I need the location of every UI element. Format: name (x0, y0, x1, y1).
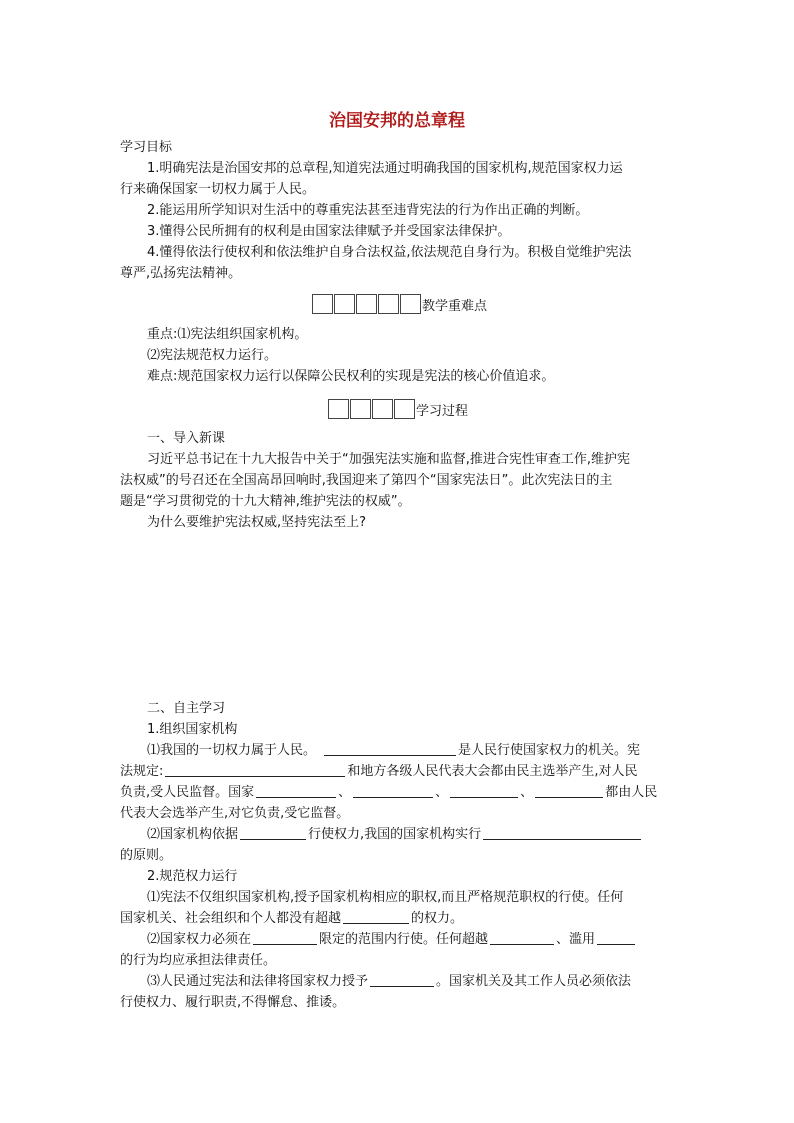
goal-3: 3.懂得公民所拥有的权利是由国家法律赋予并受国家法律保护。 (147, 224, 511, 239)
fill-line-d2: 的行为均应承担法律责任。 (120, 953, 277, 968)
text-segment: ⑶人民通过宪法和法律将国家权力授予 (147, 974, 369, 989)
fill-line-a2 (120, 762, 676, 782)
fill-line-a1 (147, 741, 676, 761)
text-segment: 。国家机关及其工作人员必须依法 (436, 974, 632, 989)
text-segment: 限定的范围内行使。任何超越 (319, 932, 489, 947)
answer-blank[interactable] (370, 972, 434, 987)
fill-line-c2 (120, 909, 676, 929)
text-segment: 都由人民 (605, 785, 658, 800)
text-segment: ⑵国家权力必须在 (147, 932, 252, 947)
topic-2-title: 2.规范权力运行 (147, 869, 238, 884)
answer-blank[interactable] (343, 909, 409, 924)
key-point-2: ⑵宪法规范权力运行。 (147, 348, 278, 363)
fill-line-e1 (147, 972, 676, 992)
intro-paragraph-line-1: 习近平总书记在十九大报告中关于“加强宪法实施和监督,推进合宪性审查工作,维护宪 (147, 452, 631, 467)
page-title: 治国安邦的总章程 (329, 111, 465, 131)
key-point-1: 重点:⑴宪法组织国家机构。 (147, 327, 308, 342)
section-2-title: 二、自主学习 (147, 701, 226, 716)
difficult-point: 难点:规范国家权力运行以保障公民权利的实现是宪法的核心价值追求。 (147, 369, 555, 384)
fill-line-e2: 行使权力、履行职责,不得懈怠、推诿。 (120, 995, 346, 1010)
process-heading-text: 学习过程 (416, 404, 469, 419)
heading-decoration-boxes (312, 294, 422, 314)
text-segment: 和地方各级人民代表大会都由民主选举产生,对人民 (347, 764, 638, 779)
text-segment: 法规定: (120, 764, 164, 779)
answer-blank[interactable] (483, 825, 641, 840)
fill-line-b2: 的原则。 (120, 848, 173, 863)
fill-line-a4: 代表大会选举产生,对它负责,受它监督。 (120, 806, 350, 821)
goal-4-line-1: 4.懂得依法行使权利和依法维护自身合法权益,依法规范自身行为。积极自觉维护宪法 (147, 245, 632, 260)
goal-4-line-2: 尊严,弘扬宪法精神。 (120, 266, 242, 281)
text-segment: 负责,受人民监督。国家 (120, 785, 255, 800)
goal-2: 2.能运用所学知识对生活中的尊重宪法甚至违背宪法的行为作出正确的判断。 (147, 203, 589, 218)
answer-blank[interactable] (256, 783, 336, 798)
intro-question: 为什么要维护宪法权威,坚持宪法至上? (147, 515, 367, 530)
text-segment: 、 (338, 785, 352, 800)
heading-decoration-boxes (328, 399, 416, 419)
intro-paragraph-line-2: 法权威”的号召还在全国高昂回响时,我国迎来了第四个“国家宪法日”。此次宪法日的主 (120, 473, 613, 488)
answer-blank[interactable] (535, 783, 603, 798)
answer-blank[interactable] (253, 930, 317, 945)
answer-blank[interactable] (490, 930, 554, 945)
text-segment: 行使权力,我国的国家机构实行 (308, 827, 482, 842)
text-segment: 、 (435, 785, 449, 800)
answer-blank[interactable] (450, 783, 518, 798)
text-segment: ⑴我国的一切权力属于人民。 (147, 743, 317, 758)
paragraph-c1: ⑴宪法不仅组织国家机构,授予国家机构相应的职权,而且严格规范职权的行使。任何 (147, 890, 624, 905)
focus-section-heading (312, 292, 487, 314)
answer-blank[interactable] (324, 741, 456, 756)
goal-1-line-2: 行来确保国家一切权力属于人民。 (120, 182, 316, 197)
section-1-title: 一、导入新课 (147, 431, 226, 446)
answer-blank[interactable] (165, 762, 345, 777)
text-segment: 的权力。 (411, 911, 464, 926)
focus-heading-text: 教学重难点 (422, 299, 488, 314)
fill-line-d1 (147, 930, 676, 950)
answer-blank[interactable] (240, 825, 306, 840)
goals-heading: 学习目标 (120, 140, 173, 155)
answer-blank[interactable] (353, 783, 433, 798)
text-segment: 、滥用 (556, 932, 596, 947)
goal-1-line-1: 1.明确宪法是治国安邦的总章程,知道宪法通过明确我国的国家机构,规范国家权力运 (147, 161, 623, 176)
topic-1-title: 1.组织国家机构 (147, 722, 238, 737)
text-segment: ⑵国家机构依据 (147, 827, 239, 842)
answer-blank[interactable] (597, 930, 635, 945)
fill-line-b1 (147, 825, 676, 845)
fill-line-a3 (120, 783, 676, 803)
intro-paragraph-line-3: 题是“学习贯彻党的十九大精神,维护宪法的权威”。 (120, 494, 411, 509)
text-segment: 国家机关、社会组织和个人都没有超越 (120, 911, 342, 926)
process-section-heading (328, 397, 468, 419)
text-segment: 、 (520, 785, 534, 800)
text-segment: 是人民行使国家权力的机关。宪 (458, 743, 641, 758)
